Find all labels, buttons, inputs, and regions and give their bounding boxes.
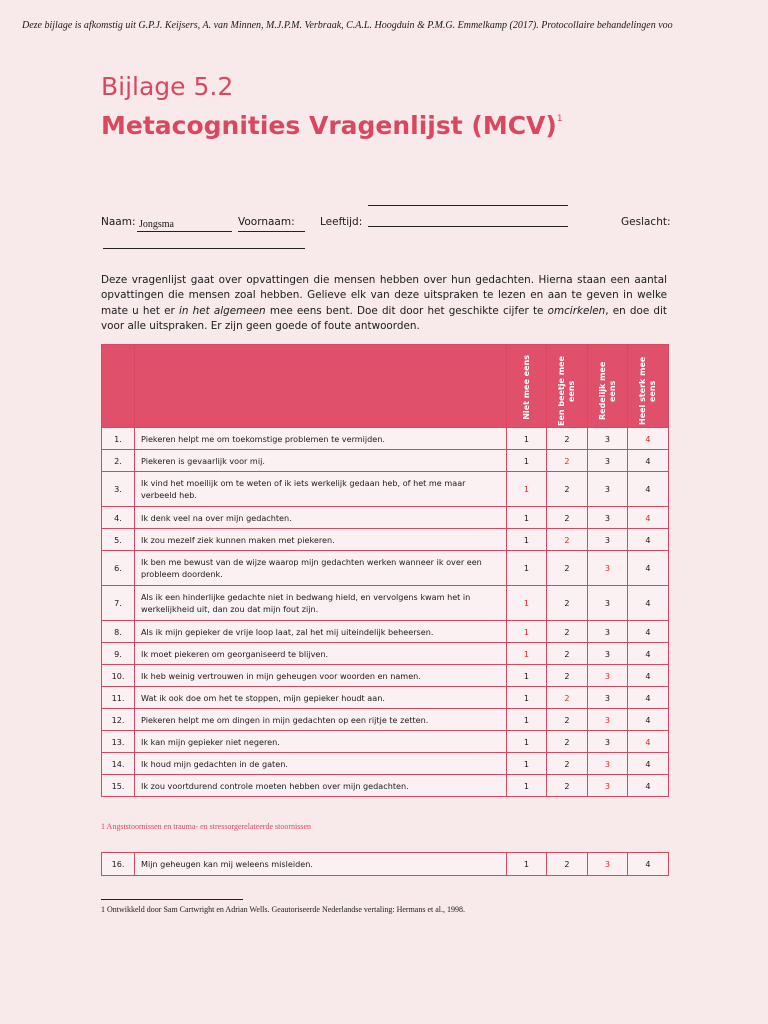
- table-row: [102, 586, 669, 621]
- answer-option-1[interactable]: 1: [507, 551, 547, 586]
- intro-part-2: mee eens bent. Doe dit door het geschikte cijfer te: [265, 304, 548, 317]
- answer-option-3[interactable]: 3: [588, 551, 628, 586]
- answer-option-3[interactable]: 3: [588, 753, 628, 775]
- answer-option-1[interactable]: 1: [507, 507, 547, 529]
- firstname-label: Voornaam:: [238, 216, 295, 228]
- column-header-1: [507, 345, 547, 428]
- footnote-separator: [101, 899, 243, 900]
- answer-option-2[interactable]: 2: [547, 428, 588, 450]
- answer-option-3[interactable]: 3: [588, 507, 628, 529]
- footnote: 1 Ontwikkeld door Sam Cartwright en Adrian Wells. Geautoriseerde Nederlandse vertaling: Hermans et al., 1998.: [101, 905, 465, 914]
- answer-option-2[interactable]: 2: [547, 507, 588, 529]
- answer-option-4[interactable]: 4: [628, 507, 669, 529]
- table-row: [102, 665, 669, 687]
- age-label: Leeftijd:: [320, 216, 363, 228]
- answer-option-1[interactable]: 1: [507, 450, 547, 472]
- answer-option-1[interactable]: 1: [507, 687, 547, 709]
- answer-option-2[interactable]: 2: [547, 687, 588, 709]
- item-statement: Als ik mijn gepieker de vrije loop laat, zal het mij uiteindelijk beheersen.: [135, 621, 507, 643]
- appendix-label: Bijlage 5.2: [101, 72, 234, 101]
- answer-option-1[interactable]: 1: [507, 753, 547, 775]
- column-header-4: [628, 345, 669, 428]
- intro-part-3: , en doe dit voor alle uitspraken. Er zijn geen goede of foute antwoorden.: [101, 304, 667, 332]
- item-statement: Ik moet piekeren om georganiseerd te blijven.: [135, 643, 507, 665]
- table-row: [102, 450, 669, 472]
- answer-option-1[interactable]: 1: [507, 428, 547, 450]
- answer-option-1[interactable]: 1: [507, 775, 547, 797]
- table-row: [102, 687, 669, 709]
- item-statement: Mijn geheugen kan mij weleens misleiden.: [135, 853, 507, 876]
- answer-option-3[interactable]: 3: [588, 709, 628, 731]
- table-row: [102, 775, 669, 797]
- column-header-2: [547, 345, 588, 428]
- item-number: 13.: [102, 731, 135, 753]
- column-header-3: [588, 345, 628, 428]
- answer-option-4[interactable]: 4: [628, 450, 669, 472]
- answer-option-4[interactable]: 4: [628, 775, 669, 797]
- answer-option-4[interactable]: 4: [628, 621, 669, 643]
- table-row: [102, 643, 669, 665]
- answer-option-1[interactable]: 1: [507, 665, 547, 687]
- item-number: 3.: [102, 472, 135, 507]
- item-statement: Ik denk veel na over mijn gedachten.: [135, 507, 507, 529]
- item-statement: Ik zou mezelf ziek kunnen maken met piekeren.: [135, 529, 507, 551]
- item-number: 15.: [102, 775, 135, 797]
- answer-option-2[interactable]: 2: [547, 709, 588, 731]
- item-statement: Ik houd mijn gedachten in de gaten.: [135, 753, 507, 775]
- table-row: [102, 853, 669, 876]
- item-number: 6.: [102, 551, 135, 586]
- table-row: [102, 753, 669, 775]
- source-note: Deze bijlage is afkomstig uit G.P.J. Keijsers, A. van Minnen, M.J.P.M. Verbraak, C.A.L. Hoogduin & P.M.G. Emmelkamp (2017). Protocollaire behandelingen voo: [22, 20, 673, 31]
- answer-option-2[interactable]: 2: [547, 586, 588, 621]
- answer-option-1[interactable]: 1: [507, 472, 547, 507]
- answer-option-4[interactable]: 4: [628, 643, 669, 665]
- answer-option-1[interactable]: 1: [507, 643, 547, 665]
- answer-option-2[interactable]: 2: [547, 753, 588, 775]
- name-value[interactable]: Jongsma: [139, 219, 174, 230]
- item-number: 10.: [102, 665, 135, 687]
- instructions: [101, 273, 667, 334]
- intro-part-1: Deze vragenlijst gaat over opvattingen die mensen hebben over hun gedachten. Hierna staan een aantal opvattingen die mensen zoal hebben. Gelieve elk van deze uitspraken te lezen en aan te geven in welke mate u het er: [101, 274, 667, 317]
- answer-option-3[interactable]: 3: [588, 586, 628, 621]
- table-row: [102, 472, 669, 507]
- title-text: Metacognities Vragenlijst (MCV): [101, 111, 557, 140]
- name-label: Naam:: [101, 216, 136, 228]
- answer-option-4[interactable]: 4: [628, 529, 669, 551]
- form-fields: [101, 0, 671, 260]
- answer-option-2[interactable]: 2: [547, 643, 588, 665]
- answer-option-3[interactable]: 3: [588, 665, 628, 687]
- answer-option-3[interactable]: 3: [588, 853, 628, 876]
- gender-line: [103, 248, 305, 249]
- answer-option-4[interactable]: 4: [628, 753, 669, 775]
- answer-option-4[interactable]: 4: [628, 709, 669, 731]
- table-row: [102, 428, 669, 450]
- answer-option-2[interactable]: 2: [547, 853, 588, 876]
- running-footer: 1 Angststoornissen en trauma- en stressorgerelateerde stoornissen: [101, 822, 312, 831]
- item-number: 7.: [102, 586, 135, 621]
- answer-option-2[interactable]: 2: [547, 472, 588, 507]
- answer-option-4[interactable]: 4: [628, 665, 669, 687]
- answer-option-3[interactable]: 3: [588, 621, 628, 643]
- intro-emphasis-1: in het algemeen: [179, 304, 266, 317]
- column-label: Heel sterk mee eens: [638, 356, 657, 426]
- answer-option-2[interactable]: 2: [547, 775, 588, 797]
- answer-option-3[interactable]: 3: [588, 775, 628, 797]
- answer-option-4[interactable]: 4: [628, 731, 669, 753]
- item-statement: Ik heb weinig vertrouwen in mijn geheugen voor woorden en namen.: [135, 665, 507, 687]
- age-line-top: [368, 205, 568, 206]
- item-number: 2.: [102, 450, 135, 472]
- firstname-line: [238, 231, 305, 232]
- questionnaire-table: [101, 344, 669, 797]
- answer-option-1[interactable]: 1: [507, 709, 547, 731]
- answer-option-1[interactable]: 1: [507, 853, 547, 876]
- questionnaire-table-continued: [101, 852, 669, 876]
- item-number: 8.: [102, 621, 135, 643]
- answer-option-2[interactable]: 2: [547, 551, 588, 586]
- answer-option-4[interactable]: 4: [628, 472, 669, 507]
- column-label: Niet mee eens: [521, 355, 531, 420]
- answer-option-4[interactable]: 4: [628, 428, 669, 450]
- item-number: 14.: [102, 753, 135, 775]
- item-statement: Wat ik ook doe om het te stoppen, mijn gepieker houdt aan.: [135, 687, 507, 709]
- answer-option-3[interactable]: 3: [588, 731, 628, 753]
- answer-option-3[interactable]: 3: [588, 428, 628, 450]
- table-row: [102, 529, 669, 551]
- answer-option-1[interactable]: 1: [507, 731, 547, 753]
- item-statement: Piekeren helpt me om dingen in mijn gedachten op een rijtje te zetten.: [135, 709, 507, 731]
- table-header-row: [102, 345, 669, 428]
- name-line: [137, 231, 232, 232]
- table-row: [102, 709, 669, 731]
- answer-option-3[interactable]: 3: [588, 450, 628, 472]
- intro-emphasis-2: omcirkelen: [547, 304, 606, 317]
- answer-option-4[interactable]: 4: [628, 586, 669, 621]
- table-row: [102, 621, 669, 643]
- item-statement: Ik vind het moeilijk om te weten of ik iets werkelijk gedaan heb, of het me maar verbeeld heb.: [135, 472, 507, 507]
- answer-option-2[interactable]: 2: [547, 665, 588, 687]
- answer-option-1[interactable]: 1: [507, 529, 547, 551]
- answer-option-3[interactable]: 3: [588, 472, 628, 507]
- answer-option-3[interactable]: 3: [588, 687, 628, 709]
- item-number: 9.: [102, 643, 135, 665]
- answer-option-4[interactable]: 4: [628, 853, 669, 876]
- header-text-cell: [135, 345, 507, 428]
- title-footnote-marker: 1: [556, 113, 563, 124]
- item-number: 4.: [102, 507, 135, 529]
- answer-option-3[interactable]: 3: [588, 529, 628, 551]
- answer-option-2[interactable]: 2: [547, 450, 588, 472]
- gender-label: Geslacht:: [621, 216, 671, 228]
- item-statement: Ik ben me bewust van de wijze waarop mijn gedachten werken wanneer ik over een probleem doordenk.: [135, 551, 507, 586]
- item-number: 5.: [102, 529, 135, 551]
- item-statement: Ik kan mijn gepieker niet negeren.: [135, 731, 507, 753]
- item-number: 11.: [102, 687, 135, 709]
- answer-option-1[interactable]: 1: [507, 586, 547, 621]
- table-row: [102, 507, 669, 529]
- answer-option-1[interactable]: 1: [507, 621, 547, 643]
- answer-option-2[interactable]: 2: [547, 529, 588, 551]
- answer-option-3[interactable]: 3: [588, 643, 628, 665]
- item-number: 16.: [102, 853, 135, 876]
- answer-option-2[interactable]: 2: [547, 731, 588, 753]
- answer-option-4[interactable]: 4: [628, 687, 669, 709]
- item-number: 12.: [102, 709, 135, 731]
- item-number: 1.: [102, 428, 135, 450]
- table-row: [102, 731, 669, 753]
- age-line: [368, 226, 568, 227]
- column-label: Redelijk mee eens: [597, 361, 617, 421]
- item-statement: Ik zou voortdurend controle moeten hebben over mijn gedachten.: [135, 775, 507, 797]
- item-statement: Als ik een hinderlijke gedachte niet in bedwang hield, en vervolgens kwam het in werkelijkheid uit, dan zou dat mijn fout zijn.: [135, 586, 507, 621]
- item-statement: Piekeren helpt me om toekomstige problemen te vermijden.: [135, 428, 507, 450]
- answer-option-2[interactable]: 2: [547, 621, 588, 643]
- header-num-cell: [102, 345, 135, 428]
- item-statement: Piekeren is gevaarlijk voor mij.: [135, 450, 507, 472]
- table-row: [102, 551, 669, 586]
- column-label: Een beetje mee eens: [557, 356, 576, 426]
- answer-option-4[interactable]: 4: [628, 551, 669, 586]
